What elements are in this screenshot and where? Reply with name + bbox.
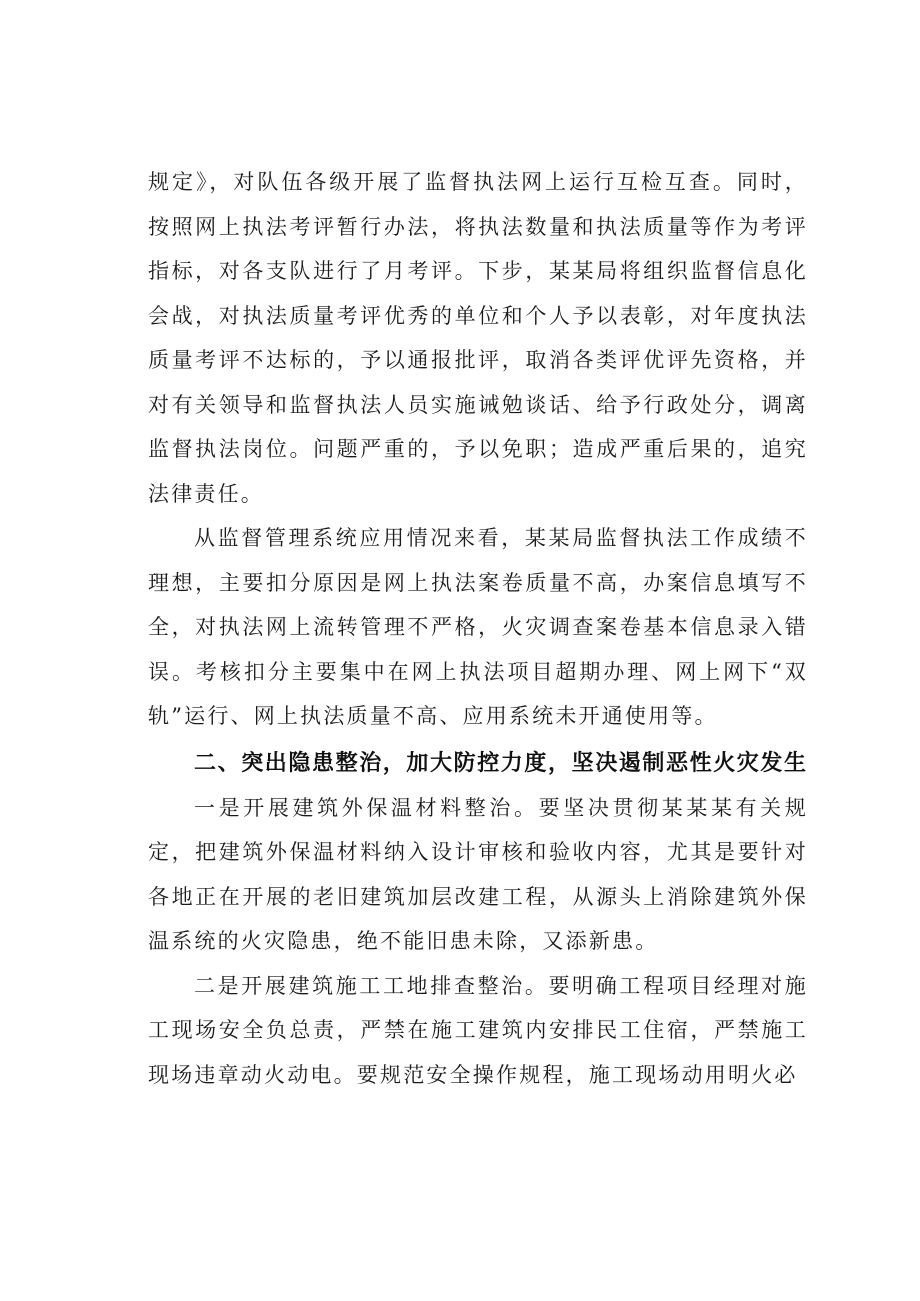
paragraph-enforcement-review: 规定》，对队伍各级开展了监督执法网上运行互检互查。同时，按照网上执法考评暂行办法，将执法数量和执法质量等作为考评指标，对各支队进行了月考评。下步，某某局将组织监督信息化会战，对执法质量考评优秀的单位和个人予以表彰，对年度执法质量考评不达标的，予以通报批评，取消各类评优评先资格，并对有关领导和监督执法人员实施诫勉谈话、给予行政处分，调离监督执法岗位。问题严重的，予以免职；造成严重后果的，追究法律责任。 <box>148 170 808 506</box>
paragraph-construction-site-rectification: 二是开展建筑施工工地排查整治。要明确工程项目经理对施工现场安全负总责，严禁在施工建筑内安排民工住宿，严禁施工现场违章动火动电。要规范安全操作规程，施工现场动用明火必 <box>148 973 808 1087</box>
paragraph-system-application: 从监督管理系统应用情况来看，某某局监督执法工作成绩不理想，主要扣分原因是网上执法案卷质量不高，办案信息填写不全，对执法网上流转管理不严格，火灾调查案卷基本信息录入错误。考核扣分主要集中在网上执法项目超期办理、网上网下“双轨”运行、网上执法质量不高、应用系统未开通使用等。 <box>148 526 808 728</box>
document-body <box>148 160 808 1097</box>
section-heading-2: 二、突出隐患整治，加大防控力度，坚决遏制恶性火灾发生 <box>194 750 808 776</box>
paragraph-insulation-rectification: 一是开展建筑外保温材料整治。要坚决贯彻某某某有关规定，把建筑外保温材料纳入设计审核和验收内容，尤其是要针对各地正在开展的老旧建筑加层改建工程，从源头上消除建筑外保温系统的火灾隐患，绝不能旧患未除，又添新患。 <box>148 795 808 953</box>
